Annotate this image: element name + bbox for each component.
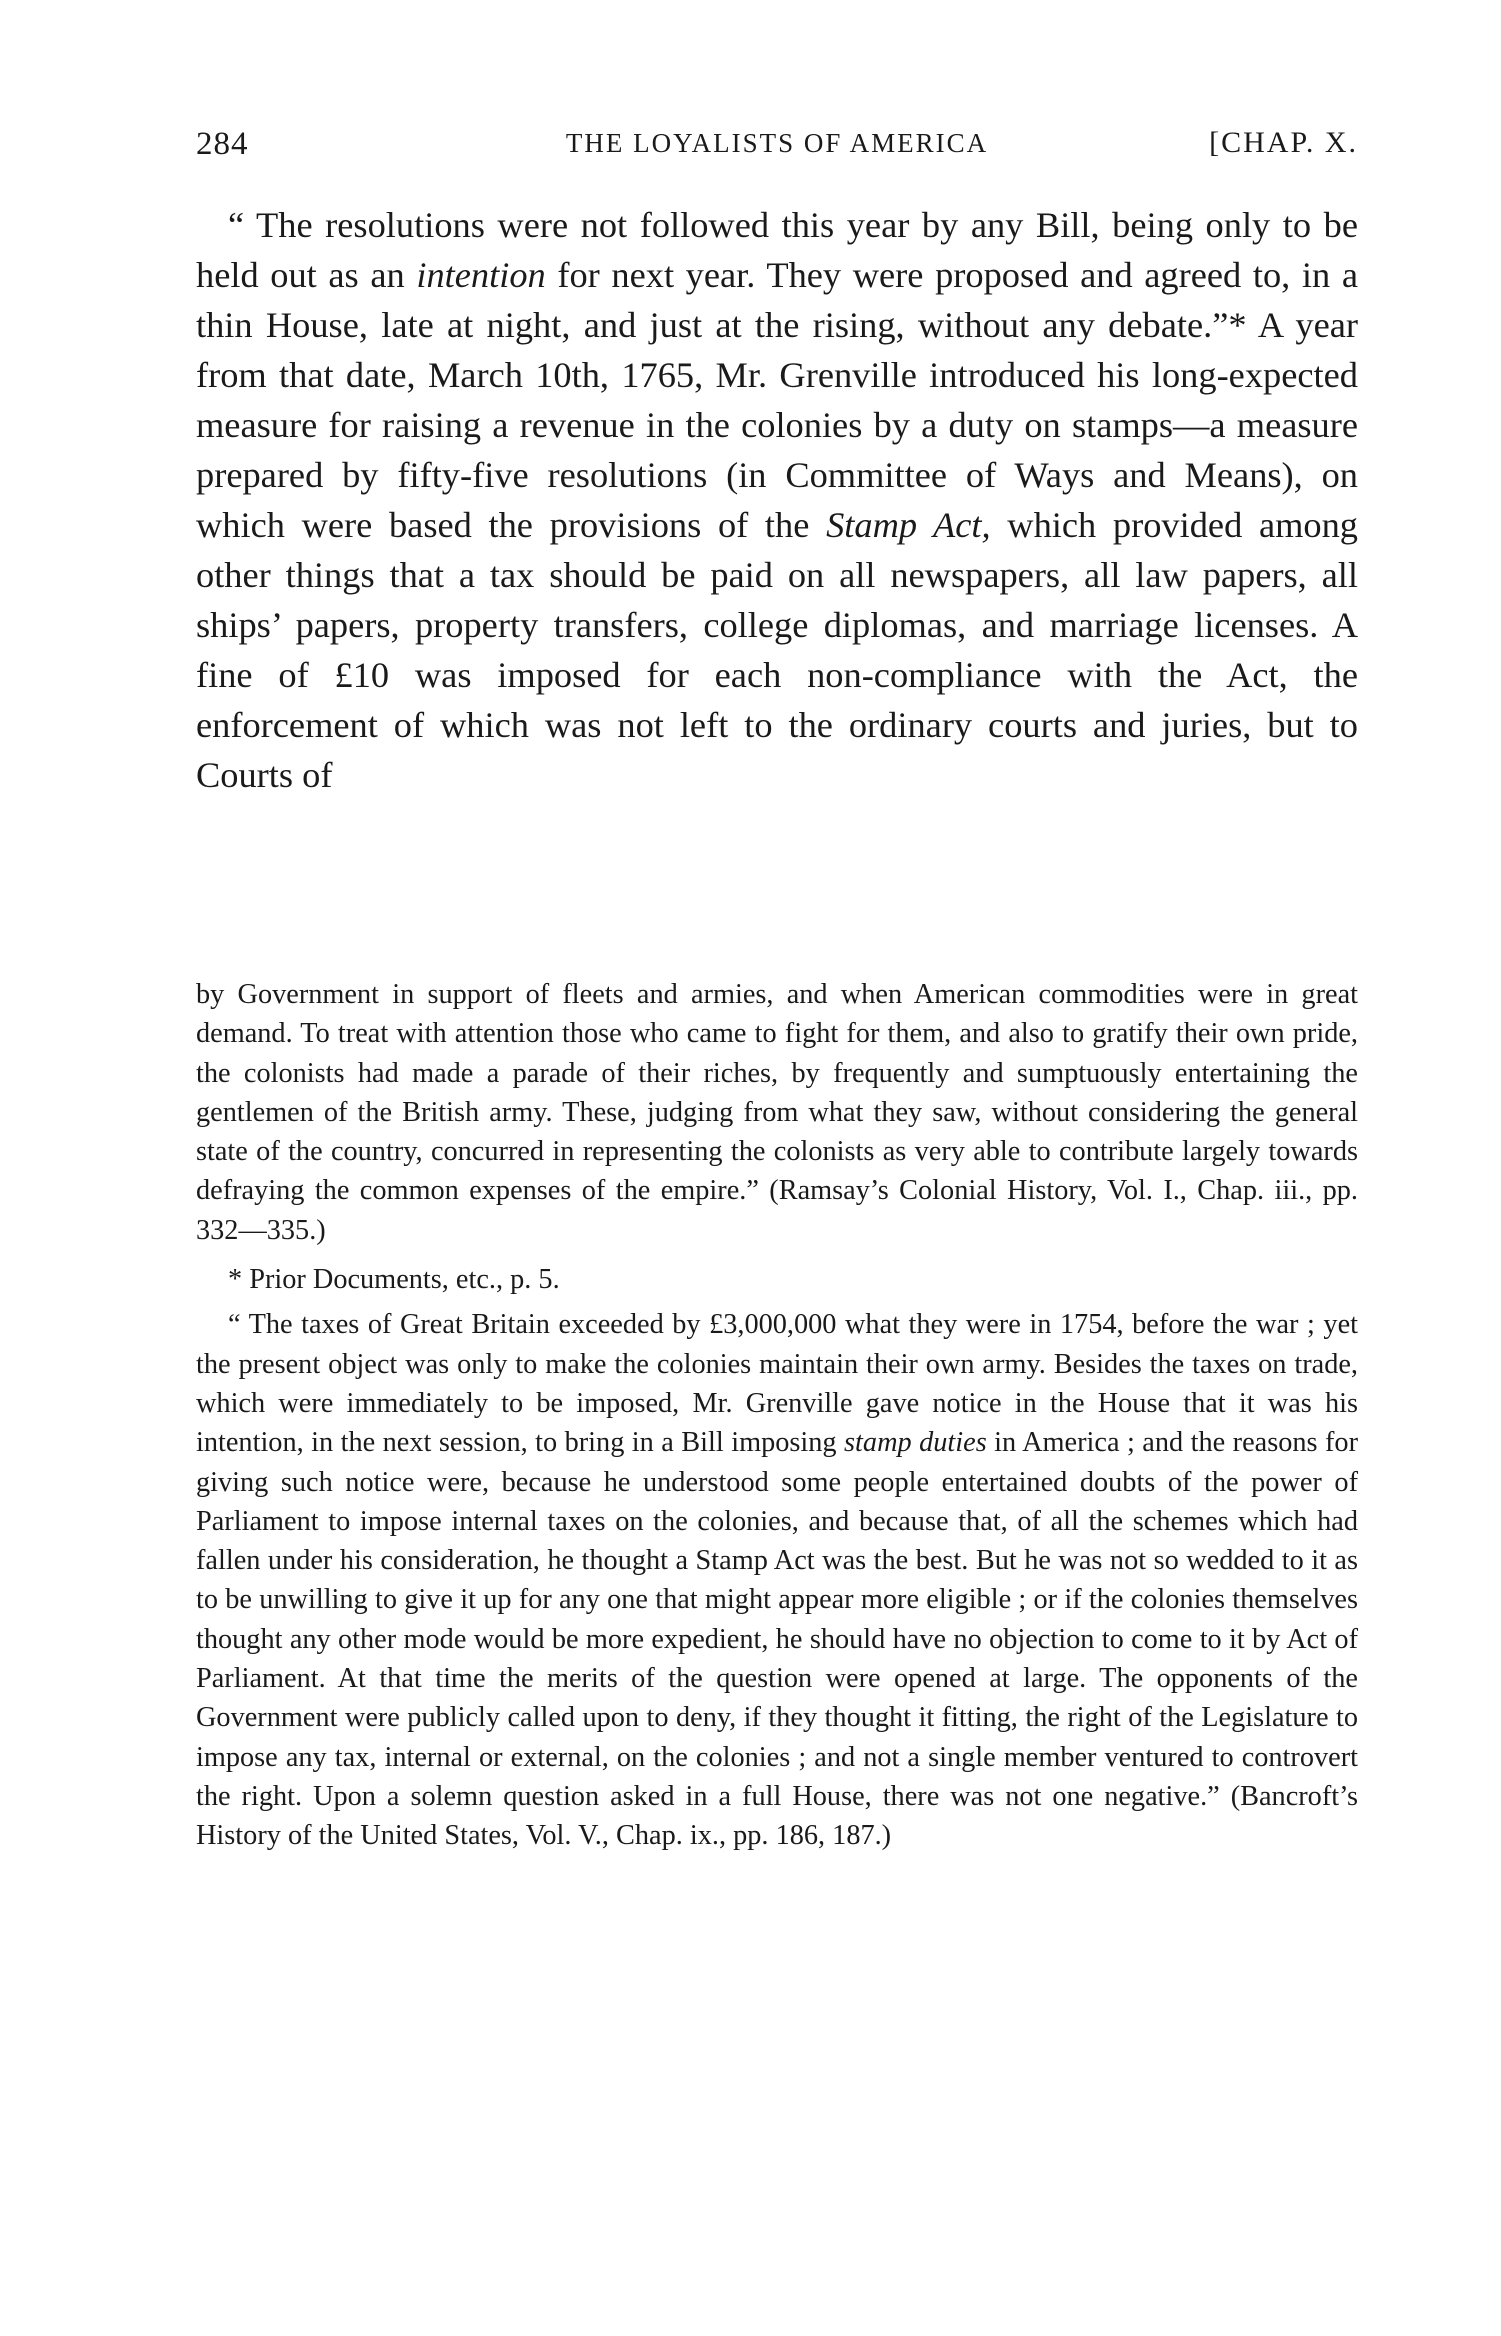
footnote-text-segment: in America ; and the reasons for giving such notice were, because he understood some people entertained doubts of the power of Parliament to impose internal taxes on the colonies, and because that, of all the schemes which had fallen under his consideration, he thought a Stamp Act was the best. But he was not so wedded to it as to be unwilling to give it up for any one that might appear more eligible ; or if the colonies themselves thought any other mode would be more expedient, he should have no objection to come to it by Act of Parliament. At that time the merits of the question were opened at large. The opponents of the Government were publicly called upon to deny, if they thought it fitting, the right of the Legislature to impose any tax, internal or external, on the colonies ; and not a single member ventured to controvert the right. Upon a solemn question asked in a full House, there was not one negative.” (Bancroft’s History of the United States, Vol. V., Chap. ix., pp. 186, 187.)	[196, 1427, 1358, 1852]
italic-term-stamp-act: Stamp Act,	[826, 505, 991, 545]
italic-term-stamp-duties: stamp duties	[844, 1427, 987, 1459]
body-text-segment: “ The resolutions were not followed this year by any Bill, being only to be held out as an	[196, 205, 1358, 295]
footnote-quote	[196, 1305, 1358, 1855]
body-text-segment: which provided among other things that a tax should be paid on all newspapers, all law papers, all ships’ papers, property transfers, college diplomas, and marriage licenses. A fine of £10 was imposed for each non-compliance with the Act, the enforcement of which was not left to the ordinary courts and juries, but to Courts of	[196, 505, 1358, 795]
page-number: 284	[196, 126, 249, 162]
footnote-continuation: by Government in support of fleets and armies, and when American commodities were in great demand. To treat with attention those who came to fight for them, and also to gratify their own pride, the colonists had made a parade of their riches, by frequently and sumptuously entertaining the gentlemen of the British army. These, judging from what they saw, without considering the general state of the country, concurred in representing the colonists as very able to contribute largely towards defraying the common expenses of the empire.” (Ramsay’s Colonial History, Vol. I., Chap. iii., pp. 332—335.)	[196, 979, 1358, 1246]
footnotes	[196, 975, 1358, 1856]
italic-term-intention: intention	[416, 255, 546, 295]
running-title: THE LOYALISTS OF AMERICA	[565, 128, 989, 158]
footnote-star: * Prior Documents, etc., p. 5.	[228, 1264, 560, 1296]
body-paragraph	[196, 200, 1358, 800]
main-text	[196, 200, 1358, 800]
page-header	[196, 126, 1358, 170]
footnote-text-segment: “ The taxes of Great Britain exceeded by £3,000,000 what they were in 1754, before the war ; yet the present object was only to make the colonies maintain their own army. Besides the taxes on trade, which were immediately to be imposed, Mr. Grenville gave notice in the House that it was his intention, in the next session, to bring in a Bill imposing	[196, 1309, 1358, 1459]
chapter-label: [CHAP. X.	[1209, 126, 1358, 159]
body-text-segment: for next year. They were proposed and agreed to, in a thin House, late at night, and just at the rising, without any debate.”* A year from that date, March 10th, 1765, Mr. Grenville introduced his long-expected measure for raising a revenue in the colonies by a duty on stamps—a measure prepared by fifty-five resolutions (in Committee of Ways and Means), on which were based the provisions of the	[196, 255, 1358, 545]
